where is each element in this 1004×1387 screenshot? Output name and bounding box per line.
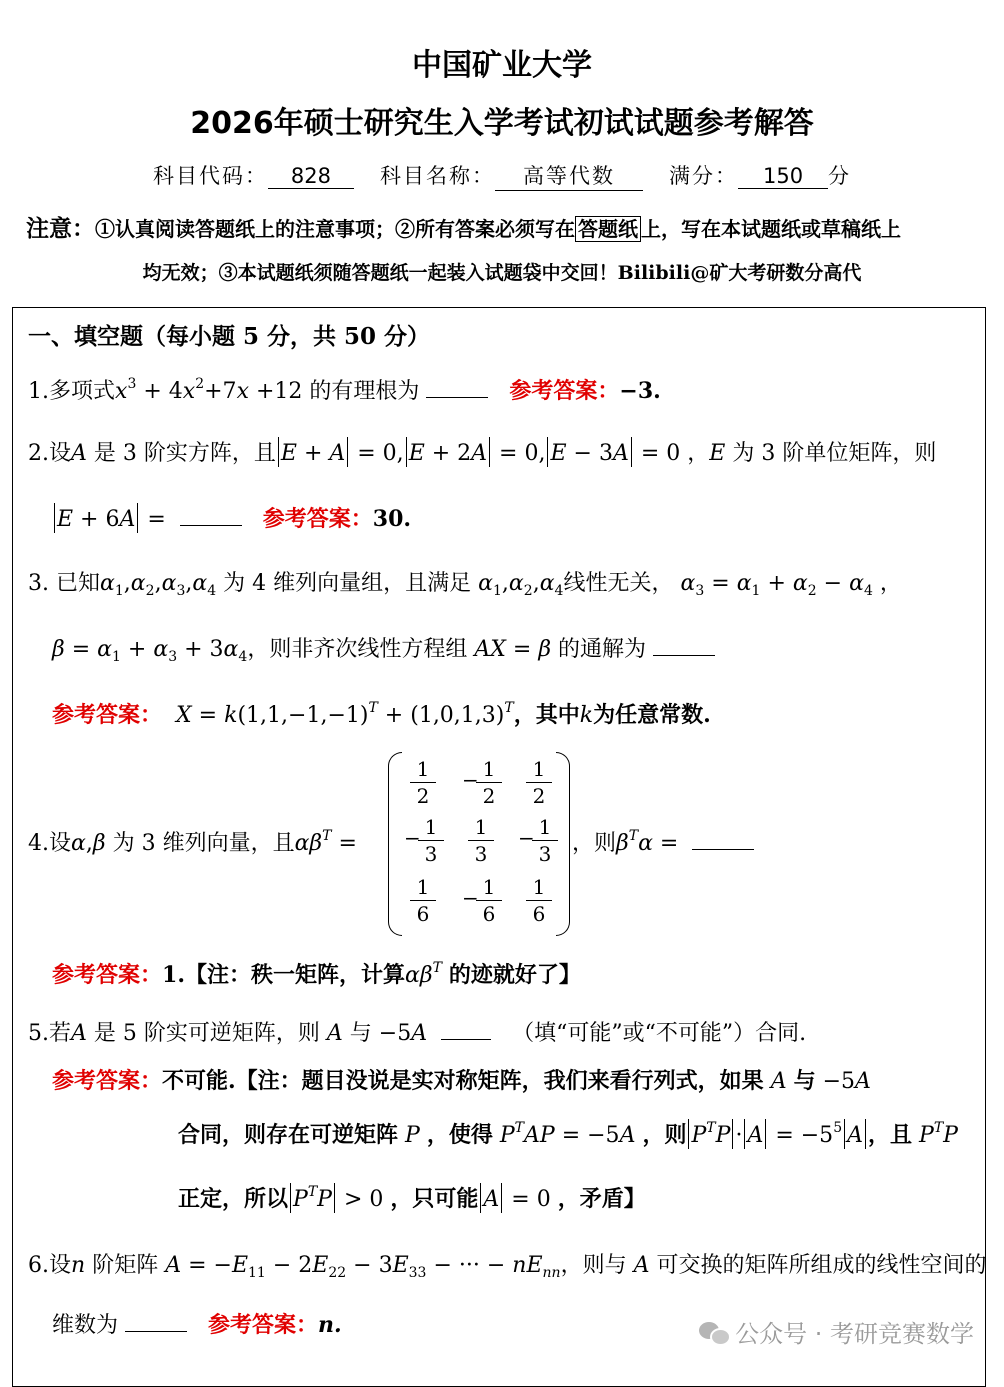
notice-part-1: ①认真阅读答题纸上的注意事项；②所有答案必须写在 <box>95 217 575 241</box>
q5-number: 5. <box>28 1021 49 1046</box>
question-4-tail: ，则$\beta^T\alpha$ = <box>572 826 754 857</box>
q1-number: 1. <box>28 379 49 404</box>
exam-title: 2026年硕士研究生入学考试初试试题参考解答 <box>190 106 814 141</box>
notice-line-1 <box>26 210 901 243</box>
full-score-label: 满分： <box>669 164 739 188</box>
q5-answer-i: ，矛盾】 <box>557 1186 646 1212</box>
q5-answer-a: 不可能.【注：题目没说是实对称矩阵，我们来看行列式，如果 <box>162 1068 764 1094</box>
question-6: 6.设n 阶矩阵 $A = -E_{11} - 2E_{22} - 3E_{33}$ − ··· − $nE_{nn}$，则与 A 可交换的矩阵所组成的线性空间的 <box>28 1253 987 1281</box>
q3-text-a: 已知 <box>56 571 101 596</box>
subject-name-label: 科目名称： <box>380 164 495 188</box>
q2-answer: 30. <box>372 506 412 532</box>
q4-answer-a: 1.【注：秩一矩阵，计算 <box>162 962 405 988</box>
q3-text-b: 为 4 维列向量组，且满足 <box>223 571 472 596</box>
question-4-answer: 参考答案：1.【注：秩一矩阵，计算$\alpha\beta^T$ 的迹就好了】 <box>52 960 581 988</box>
matrix-right-paren <box>556 752 570 936</box>
question-4: 4.设α,β 为 3 维列向量，且$\alpha\beta^T$ = <box>28 828 357 856</box>
matrix-sign-3-2: − <box>462 886 479 910</box>
question-5-answer-2: 合同，则存在可逆矩阵 P ，使得 $P^TAP = -5A$ ，则 $P^TP \cdot A = -5^5$ A ，且 $P^TP$ <box>178 1120 958 1148</box>
q5-answer-b: 与 <box>793 1068 816 1094</box>
q5-answer-h: ，只可能 <box>390 1186 479 1212</box>
q4-answer-b: 的迹就好了】 <box>448 962 581 988</box>
matrix-entry-1-1: $\frac{1}{2}$ <box>410 756 436 809</box>
wechat-icon <box>699 1320 729 1344</box>
question-5-answer-3: 正定，所以 $P^TP > 0$ ，只可能 A = 0 ，矛盾】 <box>178 1184 646 1212</box>
matrix-sign-2-3: − <box>518 826 535 850</box>
q3-answer-label: 参考答案： <box>52 702 163 728</box>
matrix-entry-3-1: $\frac{1}{6}$ <box>410 874 436 927</box>
q3-number: 3. <box>28 571 49 596</box>
q6-answer-label: 参考答案： <box>208 1312 319 1338</box>
matrix-sign-1-2: − <box>462 768 479 792</box>
subject-name: 高等代数 <box>495 160 643 191</box>
q4-text-a: 设 <box>49 831 72 856</box>
q3-answer-tail: ，其中 <box>513 702 580 728</box>
question-5: 5.若A 是 5 阶实可逆矩阵，则 A 与 −5A （填“可能”或“不可能”）合同. <box>28 1021 807 1046</box>
notice-lead: 注意： <box>26 215 95 242</box>
question-1: 1.多项式$x^3 + 4x^2+7x +12$ 的有理根为 参考答案：−3. <box>28 376 661 404</box>
matrix-entry-1-3: $\frac{1}{2}$ <box>526 756 552 809</box>
section-title: 一、填空题（每小题 5 分，共 50 分） <box>28 323 431 350</box>
matrix-entry-3-2: $\frac{1}{6}$ <box>476 874 502 927</box>
score-unit: 分 <box>828 164 852 188</box>
watermark-text: 公众号 · 考研竞赛数学 <box>735 1320 974 1348</box>
q5-answer-g: 正定，所以 <box>178 1186 289 1212</box>
question-2: 2.设A 是 3 阶实方阵，且 E + A = 0, E + 2A = 0, E − 3A = 0 ，E 为 3 阶单位矩阵，则 <box>28 436 936 467</box>
matrix-left-paren <box>388 752 402 936</box>
q5-answer-d: ，使得 <box>426 1122 493 1148</box>
matrix-alpha-beta-t <box>388 752 570 936</box>
q4-text-c: ，则 <box>572 831 617 856</box>
q4-answer-label: 参考答案： <box>52 962 163 988</box>
subject-line <box>0 160 1004 191</box>
q5-text-c: 与 <box>349 1021 372 1046</box>
matrix-entry-2-1: $\frac{1}{3}$ <box>418 814 444 867</box>
matrix-entry-2-3: $\frac{1}{3}$ <box>532 814 558 867</box>
q3-text-d: ，则非齐次线性方程组 <box>247 637 468 662</box>
question-6-cont <box>52 1308 342 1339</box>
question-5-answer-1: 参考答案：不可能.【注：题目没说是实对称矩阵，我们来看行列式，如果 A 与 −5A <box>52 1068 871 1094</box>
q3-text-e: 的通解为 <box>558 637 647 662</box>
q2-text-a: 设 <box>49 441 72 466</box>
q4-text-b: 为 3 维列向量，且 <box>112 831 295 856</box>
q5-answer-c: 合同，则存在可逆矩阵 <box>178 1122 399 1148</box>
question-2-cont: E + 6A = 参考答案：30. <box>52 502 411 533</box>
question-3-answer: 参考答案： $X = k(1,1,-1,-1)^T + (1,0,1,3)^T$，其中k为任意常数. <box>52 700 711 728</box>
q1-text-b: 的有理根为 <box>309 379 420 404</box>
q5-text-b: 是 5 阶实可逆矩阵，则 <box>93 1021 320 1046</box>
university-title: 中国矿业大学 <box>412 48 592 83</box>
q2-text-b: 是 3 阶实方阵，且 <box>93 441 276 466</box>
q2-text-c: 为 3 阶单位矩阵，则 <box>732 441 937 466</box>
watermark <box>699 1314 974 1349</box>
q2-answer-label: 参考答案： <box>262 506 373 532</box>
q5-text-d: （填“可能”或“不可能”）合同. <box>512 1021 807 1046</box>
q6-number: 6. <box>28 1253 49 1278</box>
matrix-entry-2-2: $\frac{1}{3}$ <box>468 814 494 867</box>
q2-number: 2. <box>28 441 49 466</box>
matrix-sign-2-1: − <box>404 826 421 850</box>
q5-answer-f: ，且 <box>868 1122 913 1148</box>
notice-part-2: 上，写在本试题纸或草稿纸上 <box>641 217 901 241</box>
q3-text-c: 线性无关， <box>563 571 674 596</box>
q1-answer: −3. <box>619 378 661 404</box>
q3-answer-tail-2: 为任意常数. <box>593 702 711 728</box>
full-score: 150 <box>738 164 828 189</box>
q4-number: 4. <box>28 831 49 856</box>
matrix-entry-3-3: $\frac{1}{6}$ <box>526 874 552 927</box>
q6-text-b: 阶矩阵 <box>92 1253 159 1278</box>
subject-code: 828 <box>268 164 354 189</box>
q6-answer: n. <box>318 1312 342 1338</box>
subject-code-label: 科目代码： <box>152 164 268 188</box>
q6-text-e: 维数为 <box>52 1313 119 1338</box>
notice-boxed-word: 答题纸 <box>575 216 641 242</box>
q6-text-d: 可交换的矩阵所组成的线性空间的 <box>656 1253 987 1278</box>
question-3: 3. 已知$\alpha_1,\alpha_2,\alpha_3,\alpha_4$ 为 4 维列向量组，且满足 $\alpha_1,\alpha_2,\alpha_4$线性无关， $\alpha_3 = \alpha_1 + \alpha_2 - \alpha_4$ ， <box>28 571 902 599</box>
q5-text-a: 若 <box>49 1021 72 1046</box>
q5-answer-label: 参考答案： <box>52 1068 163 1094</box>
q6-text-c: ，则与 <box>560 1253 627 1278</box>
q5-answer-e: ，则 <box>642 1122 687 1148</box>
q1-answer-label: 参考答案： <box>509 378 620 404</box>
q6-text-a: 设 <box>49 1253 72 1278</box>
notice-line-2: 均无效；③本试题纸须随答题纸一起装入试题袋中交回！Bilibili@矿大考研数分高代 <box>142 262 862 284</box>
q1-text-a: 多项式 <box>49 379 116 404</box>
question-3-cont: $\beta = \alpha_1 + \alpha_3 + 3\alpha_4$，则非齐次线性方程组 AX = β 的通解为 <box>52 632 715 663</box>
matrix-entry-1-2: $\frac{1}{2}$ <box>476 756 502 809</box>
